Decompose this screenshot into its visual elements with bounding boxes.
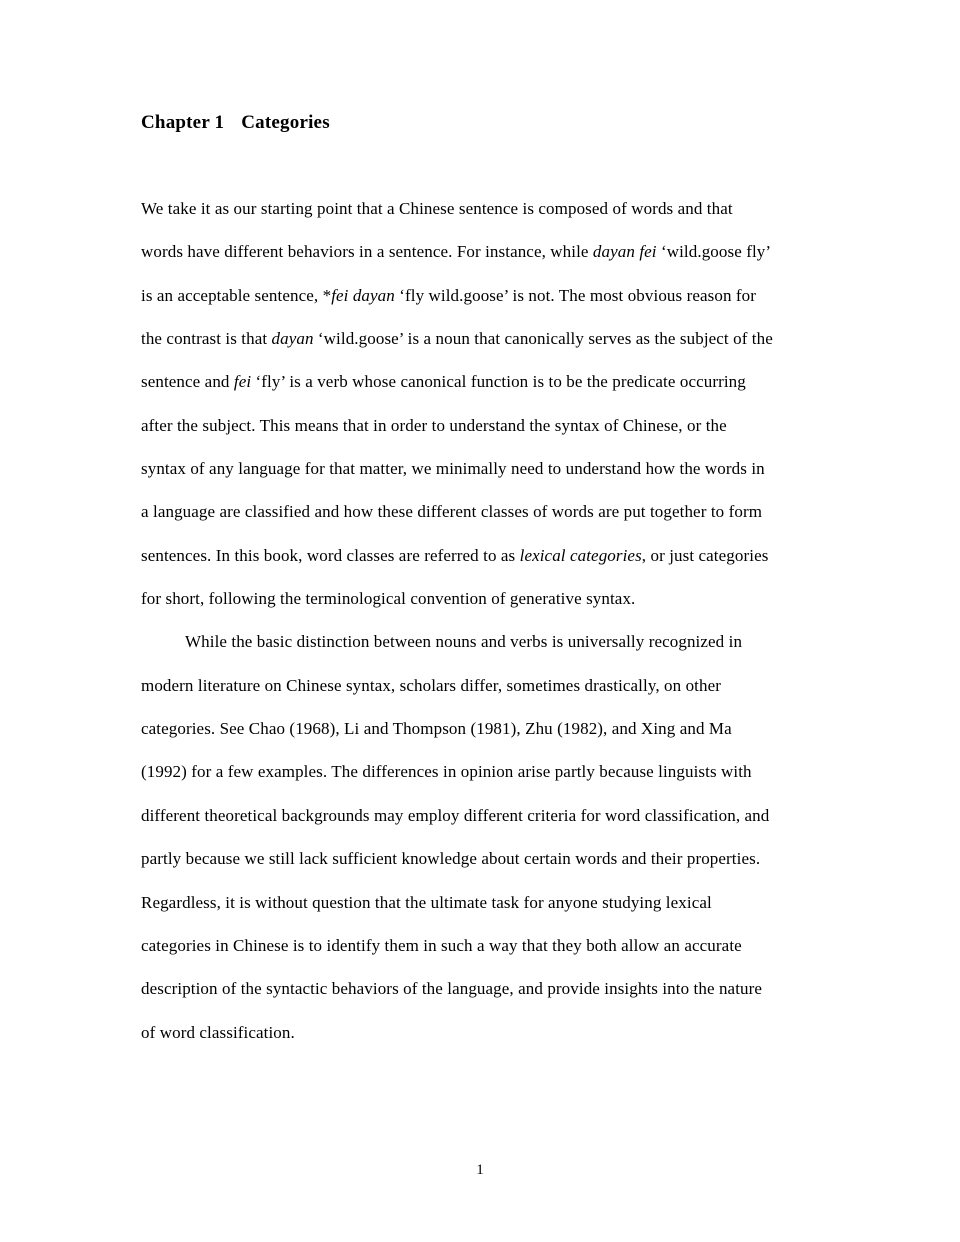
text-line — [141, 360, 831, 403]
text-line — [141, 881, 831, 924]
text-line — [141, 274, 831, 317]
text-run: partly because we still lack sufficient knowledge about certain words and their properties. — [141, 849, 761, 869]
chapter-heading — [141, 112, 330, 134]
text-run: description of the syntactic behaviors of the language, and provide insights into the nature — [141, 979, 763, 999]
text-run: While the basic distinction between nouns and verbs is universally recognized in — [185, 632, 743, 652]
text-run: syntax of any language for that matter, we minimally need to understand how the words in — [141, 459, 765, 479]
text-line — [141, 967, 831, 1010]
text-run: , or just categories — [641, 545, 769, 565]
italic-term: lexical categories — [519, 545, 642, 565]
text-run: ‘wild.goose fly’ — [656, 242, 772, 262]
text-run: We take it as our starting point that a Chinese sentence is composed of words and that — [141, 199, 733, 218]
text-run: sentences. In this book, word classes are referred to as — [141, 545, 520, 565]
text-run: Regardless, it is without question that the ultimate task for anyone studying lexical — [141, 892, 712, 912]
text-line — [141, 750, 831, 793]
chapter-label: Chapter 1 — [141, 112, 225, 133]
text-run: of word classification. — [141, 1022, 295, 1042]
text-run: a language are classified and how these different classes of words are put together to form — [141, 502, 763, 522]
text-line — [141, 317, 831, 360]
italic-term: fei dayan — [331, 285, 395, 305]
text-line — [141, 837, 831, 880]
chapter-title: Categories — [241, 112, 330, 133]
text-line — [141, 707, 831, 750]
text-line — [141, 230, 831, 273]
text-run: different theoretical backgrounds may employ different criteria for word classification, and — [141, 805, 770, 825]
text-run: categories in Chinese is to identify them in such a way that they both allow an accurate — [141, 935, 742, 955]
text-run: categories. See Chao (1968), Li and Thompson (1981), Zhu (1982), and Xing and Ma — [141, 719, 732, 739]
text-run: ‘fly wild.goose’ is not. The most obvious reason for — [394, 285, 757, 305]
paragraph — [141, 187, 831, 620]
text-run: modern literature on Chinese syntax, scholars differ, sometimes drastically, on other — [141, 675, 721, 695]
text-run: for short, following the terminological convention of generative syntax. — [141, 589, 636, 609]
text-run: ‘fly’ is a verb whose canonical function is to be the predicate occurring — [251, 372, 746, 392]
text-run: is an acceptable sentence, * — [141, 285, 332, 305]
text-line — [141, 924, 831, 967]
document-body — [141, 187, 831, 1054]
text-run: words have different behaviors in a sentence. For instance, while — [141, 242, 593, 262]
text-line — [141, 577, 831, 620]
text-line — [141, 664, 831, 707]
text-line — [141, 1011, 831, 1054]
text-line — [141, 620, 831, 663]
text-line — [141, 794, 831, 837]
text-run: sentence and — [141, 372, 234, 392]
text-run: ‘wild.goose’ is a noun that canonically serves as the subject of the — [313, 329, 773, 349]
text-line — [141, 447, 831, 490]
text-run: after the subject. This means that in order to understand the syntax of Chinese, or the — [141, 415, 727, 435]
text-line — [141, 404, 831, 447]
text-line — [141, 490, 831, 533]
page-number: 1 — [476, 1162, 484, 1178]
italic-term: fei — [233, 372, 252, 392]
italic-term: dayan — [271, 329, 314, 349]
text-line — [141, 187, 831, 230]
text-run: the contrast is that — [141, 329, 272, 349]
paragraph — [141, 620, 831, 1053]
text-run: (1992) for a few examples. The differences in opinion arise partly because linguists with — [141, 762, 752, 782]
italic-term: dayan fei — [592, 242, 657, 262]
text-line — [141, 534, 831, 577]
